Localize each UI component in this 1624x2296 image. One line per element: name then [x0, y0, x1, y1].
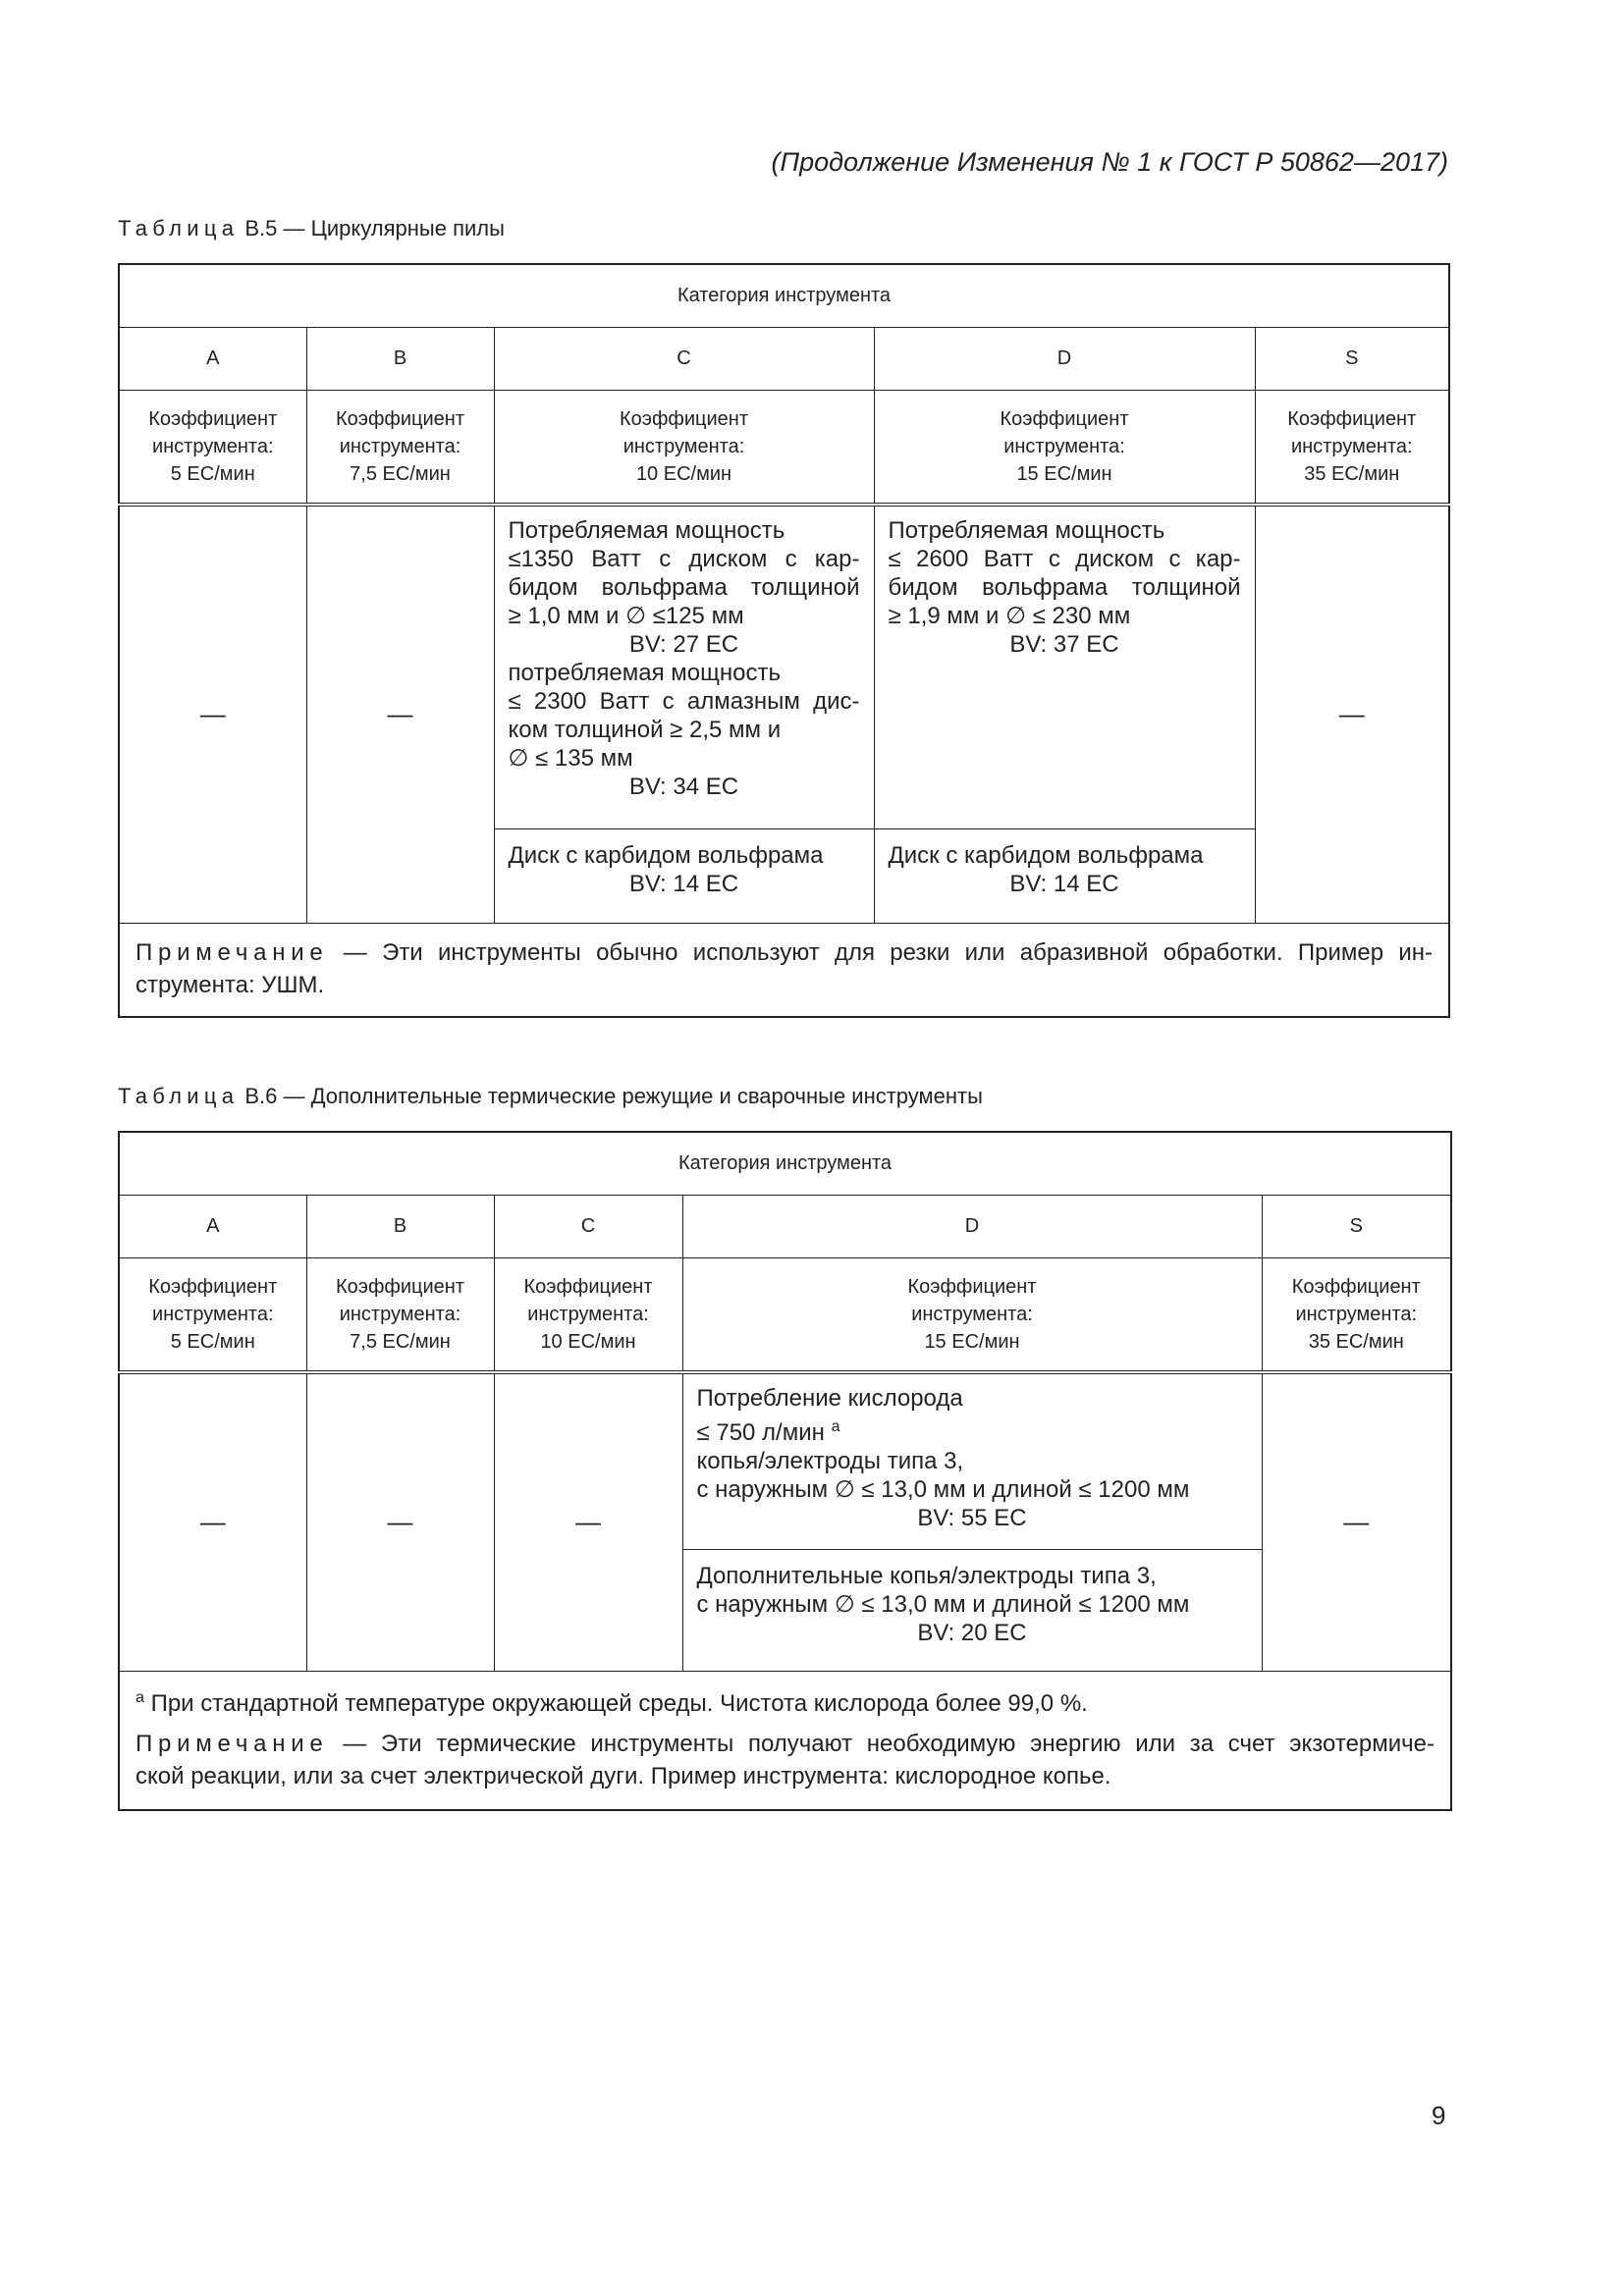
coef-s: Коэффициент инструмента: 35 ЕС/мин — [1262, 1257, 1451, 1372]
category-b: B — [306, 327, 494, 390]
cell-c-dash: — — [494, 1372, 682, 1671]
caption-text: В.5 — Циркулярные пилы — [239, 216, 505, 240]
cell-s-dash: — — [1255, 505, 1449, 923]
cell-a-dash: — — [119, 1372, 306, 1671]
caption-prefix: Таблица — [118, 1084, 240, 1108]
cell-a-dash: — — [119, 505, 306, 923]
document-header: (Продолжение Изменения № 1 к ГОСТ Р 50862—2017) — [771, 147, 1448, 177]
coef-a: Коэффициент инструмента: 5 ЕС/мин — [119, 1257, 306, 1372]
table-b5-caption — [118, 216, 505, 241]
coef-b: Коэффициент инструмента: 7,5 ЕС/мин — [306, 1257, 494, 1372]
caption-prefix: Таблица — [118, 216, 240, 240]
coef-b: Коэффициент инструмента: 7,5 ЕС/мин — [306, 390, 494, 505]
page-number: 9 — [1432, 2101, 1446, 2130]
cell-b-dash: — — [306, 505, 494, 923]
category-a: A — [119, 327, 306, 390]
coef-d: Коэффициент инструмента: 15 ЕС/мин — [682, 1257, 1262, 1372]
cell-d-extra: Дополнительные копья/электроды типа 3, с наружным ∅ ≤ 13,0 мм и длиной ≤ 1200 мм BV: 20 ЕС — [682, 1549, 1262, 1671]
category-a: A — [119, 1195, 306, 1257]
table-b5-note: Примечание — Эти инструменты обычно используют для резки или абразивной обработки. Пример ин- струмента: УШМ. — [119, 923, 1449, 1017]
category-s: S — [1255, 327, 1449, 390]
category-header: Категория инструмента — [119, 264, 1449, 327]
coef-a: Коэффициент инструмента: 5 ЕС/мин — [119, 390, 306, 505]
category-c: C — [494, 1195, 682, 1257]
category-s: S — [1262, 1195, 1451, 1257]
cell-d-oxygen: Потребление кислорода ≤ 750 л/мин $^а$ копья/электроды типа 3, с наружным ∅ ≤ 13,0 мм и длиной ≤ 1200 мм BV: 55 ЕС — [682, 1372, 1262, 1549]
note-line-2: ской реакции, или за счет электрической дуги. Пример инструмента: кислородное копье. — [135, 1762, 1111, 1789]
cell-c-power: Потребляемая мощность ≤1350 Ватт с диском с кар- бидом вольфрама толщиной ≥ 1,0 мм и ∅ ≤125 мм BV: 27 ЕС потребляемая мощность ≤ 2300 Ватт с алмазным дис- ком толщиной ≥ 2,5 мм и ∅ ≤ 135 мм BV: 34 ЕС — [494, 505, 874, 828]
category-c: C — [494, 327, 874, 390]
category-d: D — [682, 1195, 1262, 1257]
table-b6 — [118, 1131, 1452, 1811]
coef-c: Коэффициент инструмента: 10 ЕС/мин — [494, 390, 874, 505]
cell-d-disk: Диск с карбидом вольфрама BV: 14 ЕС — [874, 828, 1255, 923]
note-line-1: Примечание — Эти термические инструменты получают необходимую энергию или за счет экзотермиче- — [135, 1730, 1435, 1757]
category-b: B — [306, 1195, 494, 1257]
coef-s: Коэффициент инструмента: 35 ЕС/мин — [1255, 390, 1449, 505]
table-b6-notes — [119, 1671, 1451, 1810]
footnote: $^а$ При стандартной температуре окружающей среды. Чистота кислорода более 99,0 %. — [135, 1688, 1088, 1717]
cell-b-dash: — — [306, 1372, 494, 1671]
category-header: Категория инструмента — [119, 1132, 1451, 1195]
cell-d-power: Потребляемая мощность ≤ 2600 Ватт с диском с кар- бидом вольфрама толщиной ≥ 1,9 мм и ∅ ≤ 230 мм BV: 37 ЕС — [874, 505, 1255, 828]
table-b6-caption — [118, 1084, 983, 1109]
caption-text: В.6 — Дополнительные термические режущие и сварочные инструменты — [239, 1084, 983, 1108]
coef-c: Коэффициент инструмента: 10 ЕС/мин — [494, 1257, 682, 1372]
category-d: D — [874, 327, 1255, 390]
table-b5 — [118, 263, 1450, 1018]
cell-s-dash: — — [1262, 1372, 1451, 1671]
cell-c-disk: Диск с карбидом вольфрама BV: 14 ЕС — [494, 828, 874, 923]
coef-d: Коэффициент инструмента: 15 ЕС/мин — [874, 390, 1255, 505]
